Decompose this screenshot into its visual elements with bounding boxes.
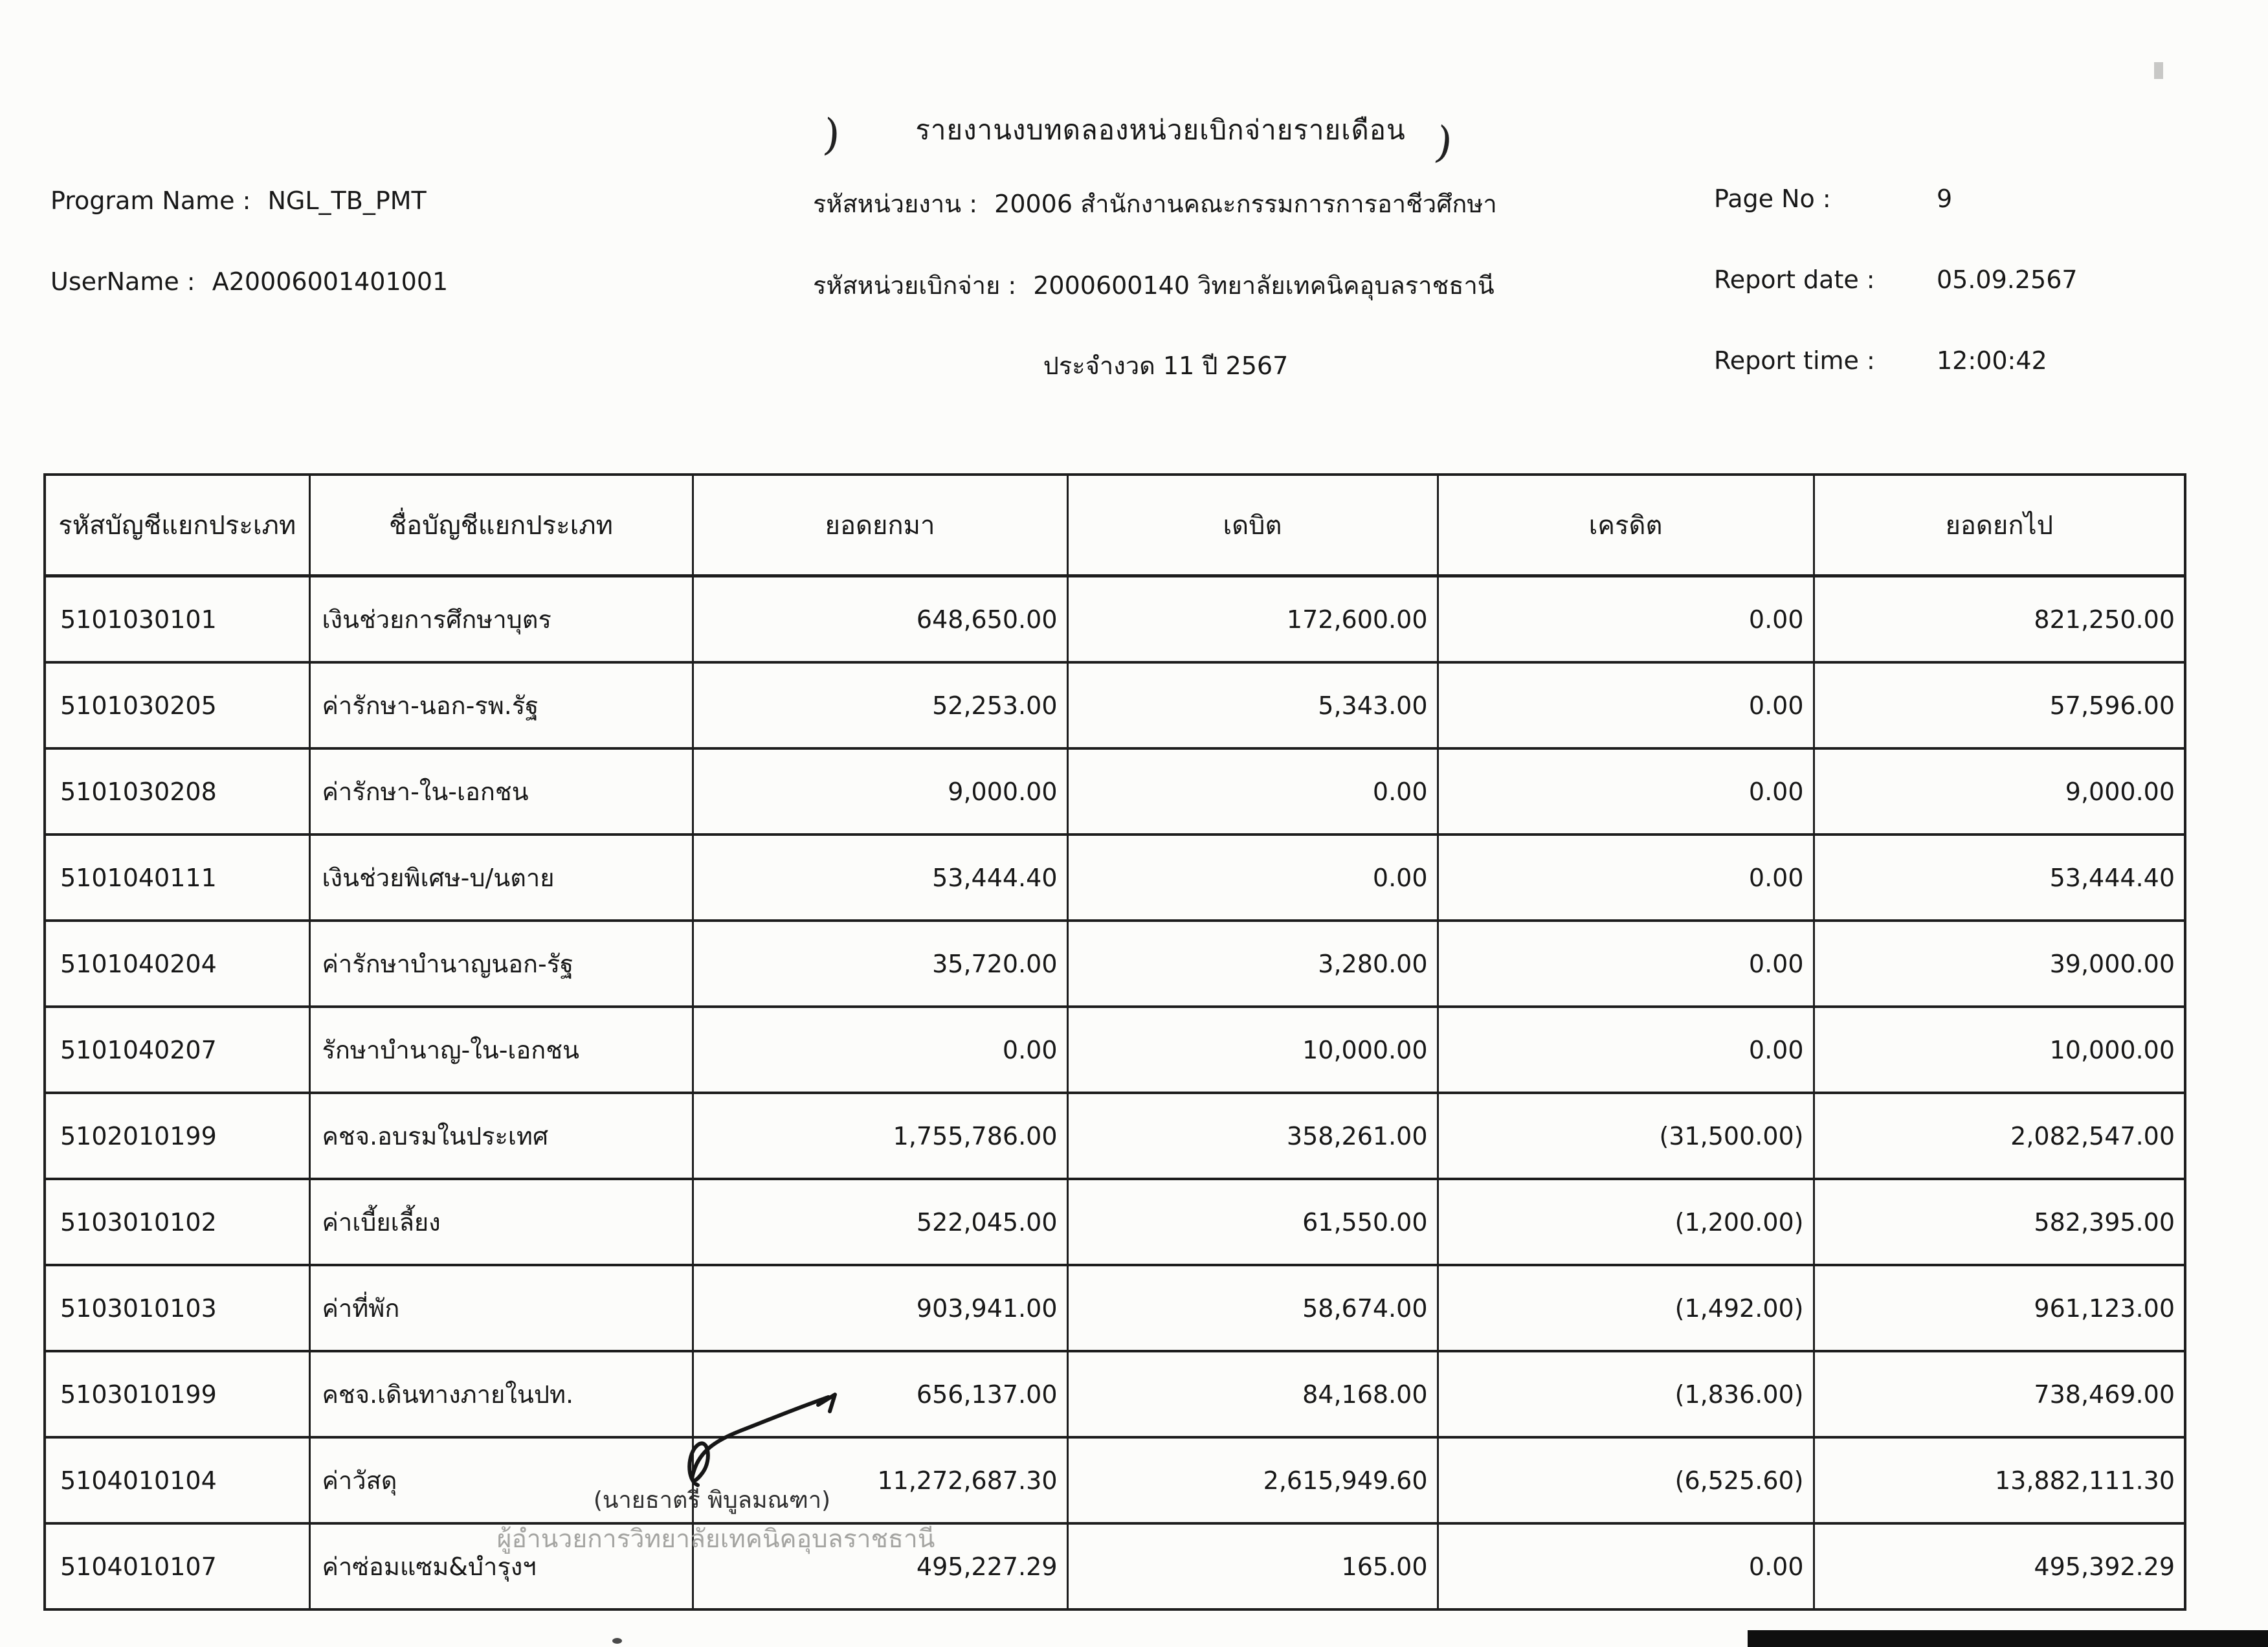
beginning-balance-cell: 53,444.40	[693, 835, 1067, 921]
account-code-cell: 5101040207	[45, 1007, 309, 1093]
agency-code-label: รหัสหน่วยงาน :	[813, 190, 978, 218]
col-header-debit: เดบิต	[1067, 475, 1438, 576]
user-name-label: UserName :	[50, 267, 195, 296]
beginning-balance-cell: 52,253.00	[693, 662, 1067, 748]
beginning-balance-cell: 522,045.00	[693, 1179, 1067, 1265]
account-name-cell: ค่ารักษา-นอก-รพ.รัฐ	[309, 662, 693, 748]
period-line: ประจำงวด 11 ปี 2567	[1043, 352, 1289, 380]
account-code-cell: 5103010199	[45, 1351, 309, 1437]
account-name-cell: ค่าซ่อมแซม&บำรุงฯ	[309, 1523, 693, 1609]
scan-paren-artifact-left: )	[821, 109, 843, 161]
table-row	[45, 921, 2185, 1007]
ending-balance-cell: 39,000.00	[1814, 921, 2185, 1007]
program-name-label: Program Name :	[50, 186, 251, 215]
col-header-account-code: รหัสบัญชีแยกประเภท	[45, 475, 309, 576]
table-row	[45, 1007, 2185, 1093]
col-header-credit: เครดิต	[1438, 475, 1814, 576]
report-date-value: 05.09.2567	[1937, 265, 2078, 294]
account-name-cell: ค่าวัสดุ	[309, 1437, 693, 1523]
table-header-row	[45, 475, 2185, 576]
account-name-cell: ค่ารักษา-ใน-เอกชน	[309, 748, 693, 835]
scan-mark-top-right	[2154, 62, 2163, 79]
table-row	[45, 1265, 2185, 1351]
debit-cell: 5,343.00	[1067, 662, 1438, 748]
account-code-cell: 5101040111	[45, 835, 309, 921]
ending-balance-cell: 10,000.00	[1814, 1007, 2185, 1093]
report-time-line	[1714, 346, 2047, 375]
debit-cell: 165.00	[1067, 1523, 1438, 1609]
user-name-line	[50, 267, 448, 296]
beginning-balance-cell: 495,227.29	[693, 1523, 1067, 1609]
account-code-cell: 5104010104	[45, 1437, 309, 1523]
beginning-balance-cell: 0.00	[693, 1007, 1067, 1093]
user-name-value: A20006001401001	[212, 267, 449, 296]
report-title: รายงานงบทดลองหน่วยเบิกจ่ายรายเดือน	[915, 114, 1406, 146]
ending-balance-cell: 53,444.40	[1814, 835, 2185, 921]
ending-balance-cell: 582,395.00	[1814, 1179, 2185, 1265]
ending-balance-cell: 2,082,547.00	[1814, 1093, 2185, 1179]
ending-balance-cell: 495,392.29	[1814, 1523, 2185, 1609]
account-name-cell: ค่าเบี้ยเลี้ยง	[309, 1179, 693, 1265]
scan-shadow-bar	[1748, 1630, 2268, 1647]
report-date-label: Report date :	[1714, 265, 1875, 294]
account-code-cell: 5101040204	[45, 921, 309, 1007]
report-date-line	[1714, 265, 2078, 294]
beginning-balance-cell: 903,941.00	[693, 1265, 1067, 1351]
table-row	[45, 835, 2185, 921]
ending-balance-cell: 961,123.00	[1814, 1265, 2185, 1351]
disbursement-unit-value: 2000600140 วิทยาลัยเทคนิคอุบลราชธานี	[1033, 271, 1495, 300]
credit-cell: (6,525.60)	[1438, 1437, 1814, 1523]
table-row	[45, 1437, 2185, 1523]
ending-balance-cell: 57,596.00	[1814, 662, 2185, 748]
page-no-label: Page No :	[1714, 185, 1831, 213]
account-name-cell: ค่ารักษาบำนาญนอก-รัฐ	[309, 921, 693, 1007]
ending-balance-cell: 9,000.00	[1814, 748, 2185, 835]
debit-cell: 61,550.00	[1067, 1179, 1438, 1265]
disbursement-unit-label: รหัสหน่วยเบิกจ่าย :	[813, 271, 1017, 300]
account-name-cell: รักษาบำนาญ-ใน-เอกชน	[309, 1007, 693, 1093]
report-time-value: 12:00:42	[1937, 346, 2047, 375]
credit-cell: 0.00	[1438, 576, 1814, 663]
debit-cell: 58,674.00	[1067, 1265, 1438, 1351]
beginning-balance-cell: 1,755,786.00	[693, 1093, 1067, 1179]
agency-code-line	[813, 184, 1497, 223]
credit-cell: 0.00	[1438, 1007, 1814, 1093]
account-code-cell: 5101030101	[45, 576, 309, 663]
program-name-value: NGL_TB_PMT	[267, 186, 427, 215]
col-header-beginning-balance: ยอดยกมา	[693, 475, 1067, 576]
beginning-balance-cell: 656,137.00	[693, 1351, 1067, 1437]
beginning-balance-cell: 35,720.00	[693, 921, 1067, 1007]
table-body	[45, 576, 2185, 1610]
beginning-balance-cell: 11,272,687.30	[693, 1437, 1067, 1523]
col-header-ending-balance: ยอดยกไป	[1814, 475, 2185, 576]
scan-paren-artifact-right: )	[1432, 117, 1456, 169]
debit-cell: 2,615,949.60	[1067, 1437, 1438, 1523]
credit-cell: 0.00	[1438, 662, 1814, 748]
credit-cell: 0.00	[1438, 921, 1814, 1007]
ending-balance-cell: 821,250.00	[1814, 576, 2185, 663]
scan-speck	[612, 1638, 622, 1644]
account-code-cell: 5103010103	[45, 1265, 309, 1351]
credit-cell: 0.00	[1438, 1523, 1814, 1609]
table-row	[45, 662, 2185, 748]
trial-balance-table	[43, 473, 2186, 1611]
disbursement-unit-line	[813, 265, 1495, 305]
credit-cell: 0.00	[1438, 748, 1814, 835]
page-no-line	[1714, 185, 1952, 213]
account-name-cell: ค่าที่พัก	[309, 1265, 693, 1351]
debit-cell: 358,261.00	[1067, 1093, 1438, 1179]
credit-cell: 0.00	[1438, 835, 1814, 921]
signer-title: ผู้อำนวยการวิทยาลัยเทคนิคอุบลราชธานี	[496, 1525, 935, 1554]
account-code-cell: 5104010107	[45, 1523, 309, 1609]
table-row	[45, 1351, 2185, 1437]
credit-cell: (1,492.00)	[1438, 1265, 1814, 1351]
agency-code-value: 20006 สำนักงานคณะกรรมการการอาชีวศึกษา	[994, 190, 1497, 218]
credit-cell: (1,200.00)	[1438, 1179, 1814, 1265]
signer-name: (นายธาตรี พิบูลมณฑา)	[593, 1487, 831, 1514]
col-header-account-name: ชื่อบัญชีแยกประเภท	[309, 475, 693, 576]
debit-cell: 0.00	[1067, 748, 1438, 835]
page-no-value: 9	[1937, 185, 1953, 213]
table-row	[45, 1093, 2185, 1179]
ending-balance-cell: 13,882,111.30	[1814, 1437, 2185, 1523]
table-row	[45, 576, 2185, 663]
account-code-cell: 5101030208	[45, 748, 309, 835]
debit-cell: 172,600.00	[1067, 576, 1438, 663]
account-name-cell: คชจ.เดินทางภายในปท.	[309, 1351, 693, 1437]
table-row	[45, 748, 2185, 835]
account-code-cell: 5102010199	[45, 1093, 309, 1179]
debit-cell: 0.00	[1067, 835, 1438, 921]
debit-cell: 3,280.00	[1067, 921, 1438, 1007]
account-code-cell: 5103010102	[45, 1179, 309, 1265]
beginning-balance-cell: 648,650.00	[693, 576, 1067, 663]
credit-cell: (1,836.00)	[1438, 1351, 1814, 1437]
debit-cell: 10,000.00	[1067, 1007, 1438, 1093]
report-time-label: Report time :	[1714, 346, 1875, 375]
program-name-line	[50, 186, 427, 215]
account-code-cell: 5101030205	[45, 662, 309, 748]
debit-cell: 84,168.00	[1067, 1351, 1438, 1437]
table-row	[45, 1523, 2185, 1609]
account-name-cell: เงินช่วยการศึกษาบุตร	[309, 576, 693, 663]
account-name-cell: คชจ.อบรมในประเทศ	[309, 1093, 693, 1179]
credit-cell: (31,500.00)	[1438, 1093, 1814, 1179]
beginning-balance-cell: 9,000.00	[693, 748, 1067, 835]
table-row	[45, 1179, 2185, 1265]
ending-balance-cell: 738,469.00	[1814, 1351, 2185, 1437]
account-name-cell: เงินช่วยพิเศษ-บ/นตาย	[309, 835, 693, 921]
